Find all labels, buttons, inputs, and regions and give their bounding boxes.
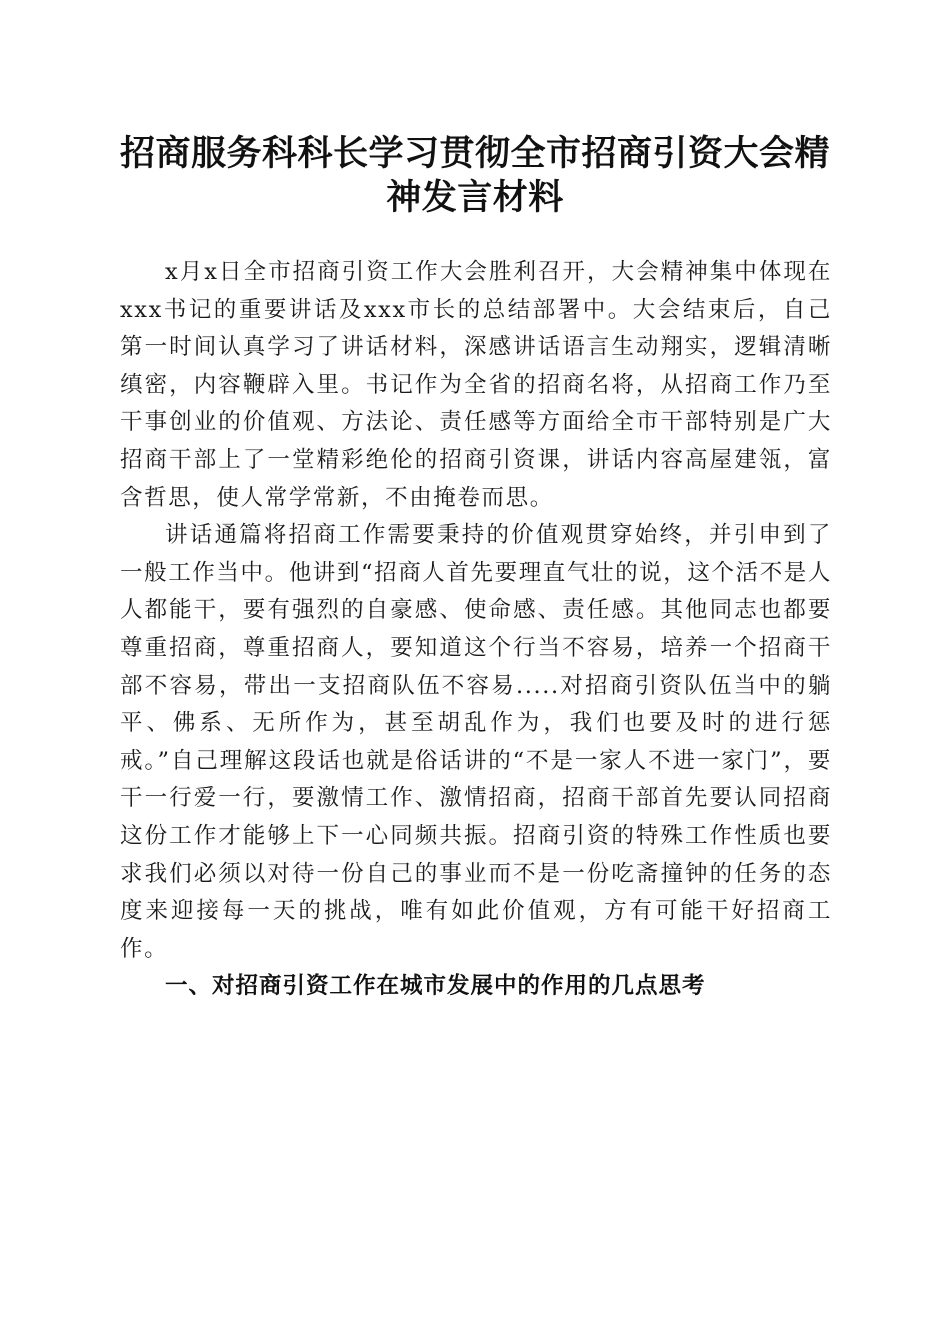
paragraph-1: x月x日全市招商引资工作大会胜利召开，大会精神集中体现在xxx书记的重要讲话及xxx市长的总结部署中。大会结束后，自己第一时间认真学习了讲话材料，深感讲话语言生动翔实，逻辑清晰缜密，内容鞭辟入里。书记作为全省的招商名将，从招商工作乃至干事创业的价值观、方法论、责任感等方面给全市干部特别是广大招商干部上了一堂精彩绝伦的招商引资课，讲话内容高屋建瓴，富含哲思，使人常学常新，不由掩卷而思。 xyxy=(120,259,832,511)
section-heading: 一、对招商引资工作在城市发展中的作用的几点思考 xyxy=(165,973,706,1000)
document-body xyxy=(120,254,832,1006)
document-title: 招商服务科科长学习贯彻全市招商引资大会精神发言材料 xyxy=(119,133,830,218)
paragraph-2: 讲话通篇将招商工作需要秉持的价值观贯穿始终，并引申到了一般工作当中。他讲到“招商人首先要理直气壮的说，这个活不是人人都能干，要有强烈的自豪感、使命感、责任感。其他同志也都要尊重招商，尊重招商人，要知道这个行当不容易，培养一个招商干部不容易，带出一支招商队伍不容易.....对招商引资队伍当中的躺平、佛系、无所作为，甚至胡乱作为，我们也要及时的进行惩戒。”自己理解这段话也就是俗话讲的“不是一家人不进一家门”，要干一行爱一行，要激情工作、激情招商，招商干部首先要认同招商这份工作才能够上下一心同频共振。招商引资的特殊工作性质也要求我们必须以对待一份自己的事业而不是一份吃斋撞钟的任务的态度来迎接每一天的挑战，唯有如此价值观，方有可能干好招商工作。 xyxy=(120,522,833,962)
